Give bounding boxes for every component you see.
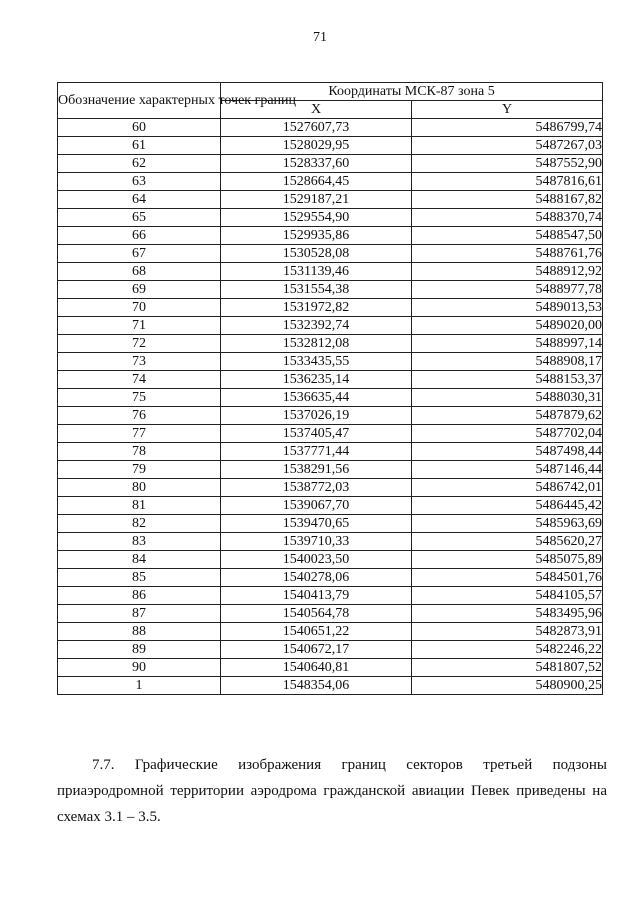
x-coordinate-cell: 1538291,56 [221,461,412,479]
y-coordinate-cell: 5488547,50 [412,227,603,245]
y-coordinate-cell: 5488908,17 [412,353,603,371]
y-coordinate-cell: 5482246,22 [412,641,603,659]
y-coordinate-cell: 5488030,31 [412,389,603,407]
point-cell: 88 [58,623,221,641]
table-row [58,389,603,407]
header-coordinates: Координаты МСК-87 зона 5 [221,83,603,101]
table-row [58,299,603,317]
y-coordinate-cell: 5488997,14 [412,335,603,353]
point-cell: 85 [58,569,221,587]
table-row [58,425,603,443]
y-coordinate-cell: 5488977,78 [412,281,603,299]
table-row [58,551,603,569]
x-coordinate-cell: 1528029,95 [221,137,412,155]
paragraph-line: схемах 3.1 – 3.5. [57,809,161,825]
table-row [58,227,603,245]
table-row [58,371,603,389]
table-row [58,209,603,227]
point-cell: 63 [58,173,221,191]
table-row [58,623,603,641]
x-coordinate-cell: 1540278,06 [221,569,412,587]
point-cell: 84 [58,551,221,569]
x-coordinate-cell: 1537026,19 [221,407,412,425]
table-row [58,137,603,155]
table-row [58,263,603,281]
y-coordinate-cell: 5489020,00 [412,317,603,335]
x-coordinate-cell: 1540672,17 [221,641,412,659]
x-coordinate-cell: 1528664,45 [221,173,412,191]
point-cell: 77 [58,425,221,443]
point-cell: 87 [58,605,221,623]
point-cell: 68 [58,263,221,281]
point-cell: 65 [58,209,221,227]
point-cell: 78 [58,443,221,461]
x-coordinate-cell: 1537771,44 [221,443,412,461]
paragraph-line: 7.7. Графические изображения границ секторов третьей подзоны [92,757,607,773]
x-coordinate-cell: 1540640,81 [221,659,412,677]
x-coordinate-cell: 1537405,47 [221,425,412,443]
table-row [58,569,603,587]
table-row [58,659,603,677]
table-row [58,461,603,479]
x-coordinate-cell: 1529187,21 [221,191,412,209]
x-coordinate-cell: 1532812,08 [221,335,412,353]
point-cell: 66 [58,227,221,245]
header-x: X [221,101,412,119]
x-coordinate-cell: 1532392,74 [221,317,412,335]
table-row [58,335,603,353]
table-row [58,605,603,623]
y-coordinate-cell: 5484105,57 [412,587,603,605]
x-coordinate-cell: 1528337,60 [221,155,412,173]
y-coordinate-cell: 5485620,27 [412,533,603,551]
y-coordinate-cell: 5487267,03 [412,137,603,155]
x-coordinate-cell: 1533435,55 [221,353,412,371]
point-cell: 74 [58,371,221,389]
table-row [58,245,603,263]
point-cell: 89 [58,641,221,659]
y-coordinate-cell: 5489013,53 [412,299,603,317]
body-paragraph [57,752,607,830]
table-row [58,281,603,299]
x-coordinate-cell: 1539470,65 [221,515,412,533]
y-coordinate-cell: 5488167,82 [412,191,603,209]
x-coordinate-cell: 1527607,73 [221,119,412,137]
table-row [58,497,603,515]
point-cell: 64 [58,191,221,209]
point-cell: 70 [58,299,221,317]
point-cell: 72 [58,335,221,353]
table-row [58,353,603,371]
table-row [58,641,603,659]
y-coordinate-cell: 5487816,61 [412,173,603,191]
x-coordinate-cell: 1536235,14 [221,371,412,389]
point-cell: 80 [58,479,221,497]
table-row [58,443,603,461]
x-coordinate-cell: 1530528,08 [221,245,412,263]
x-coordinate-cell: 1531554,38 [221,281,412,299]
x-coordinate-cell: 1536635,44 [221,389,412,407]
header-point-designation: Обозначение характерных точек границ [58,83,221,119]
y-coordinate-cell: 5486742,01 [412,479,603,497]
x-coordinate-cell: 1529554,90 [221,209,412,227]
y-coordinate-cell: 5488153,37 [412,371,603,389]
table-row [58,119,603,137]
table-row [58,407,603,425]
y-coordinate-cell: 5485075,89 [412,551,603,569]
page-number: 71 [313,30,327,45]
y-coordinate-cell: 5487552,90 [412,155,603,173]
point-cell: 62 [58,155,221,173]
point-cell: 69 [58,281,221,299]
point-cell: 60 [58,119,221,137]
y-coordinate-cell: 5483495,96 [412,605,603,623]
y-coordinate-cell: 5488761,76 [412,245,603,263]
point-cell: 90 [58,659,221,677]
header-y: Y [412,101,603,119]
y-coordinate-cell: 5485963,69 [412,515,603,533]
x-coordinate-cell: 1531972,82 [221,299,412,317]
point-cell: 61 [58,137,221,155]
y-coordinate-cell: 5487879,62 [412,407,603,425]
coordinates-table [57,82,603,695]
point-cell: 71 [58,317,221,335]
table-row [58,317,603,335]
table-row [58,191,603,209]
point-cell: 82 [58,515,221,533]
y-coordinate-cell: 5488912,92 [412,263,603,281]
x-coordinate-cell: 1538772,03 [221,479,412,497]
paragraph-line: приаэродромной территории аэродрома гражданской авиации Певек приведены на [57,783,607,799]
y-coordinate-cell: 5482873,91 [412,623,603,641]
point-cell: 79 [58,461,221,479]
x-coordinate-cell: 1539067,70 [221,497,412,515]
x-coordinate-cell: 1529935,86 [221,227,412,245]
point-cell: 81 [58,497,221,515]
point-cell: 83 [58,533,221,551]
table-row [58,587,603,605]
point-cell: 67 [58,245,221,263]
x-coordinate-cell: 1540651,22 [221,623,412,641]
table-row [58,173,603,191]
point-cell: 76 [58,407,221,425]
y-coordinate-cell: 5484501,76 [412,569,603,587]
y-coordinate-cell: 5480900,25 [412,677,603,695]
y-coordinate-cell: 5481807,52 [412,659,603,677]
x-coordinate-cell: 1540564,78 [221,605,412,623]
x-coordinate-cell: 1539710,33 [221,533,412,551]
table-row [58,515,603,533]
x-coordinate-cell: 1540413,79 [221,587,412,605]
x-coordinate-cell: 1531139,46 [221,263,412,281]
point-cell: 73 [58,353,221,371]
point-cell: 75 [58,389,221,407]
y-coordinate-cell: 5488370,74 [412,209,603,227]
x-coordinate-cell: 1540023,50 [221,551,412,569]
y-coordinate-cell: 5487146,44 [412,461,603,479]
table-row [58,533,603,551]
point-cell: 1 [58,677,221,695]
y-coordinate-cell: 5486445,42 [412,497,603,515]
y-coordinate-cell: 5486799,74 [412,119,603,137]
point-cell: 86 [58,587,221,605]
y-coordinate-cell: 5487702,04 [412,425,603,443]
table-row [58,677,603,695]
x-coordinate-cell: 1548354,06 [221,677,412,695]
table-row [58,479,603,497]
y-coordinate-cell: 5487498,44 [412,443,603,461]
table-row [58,155,603,173]
